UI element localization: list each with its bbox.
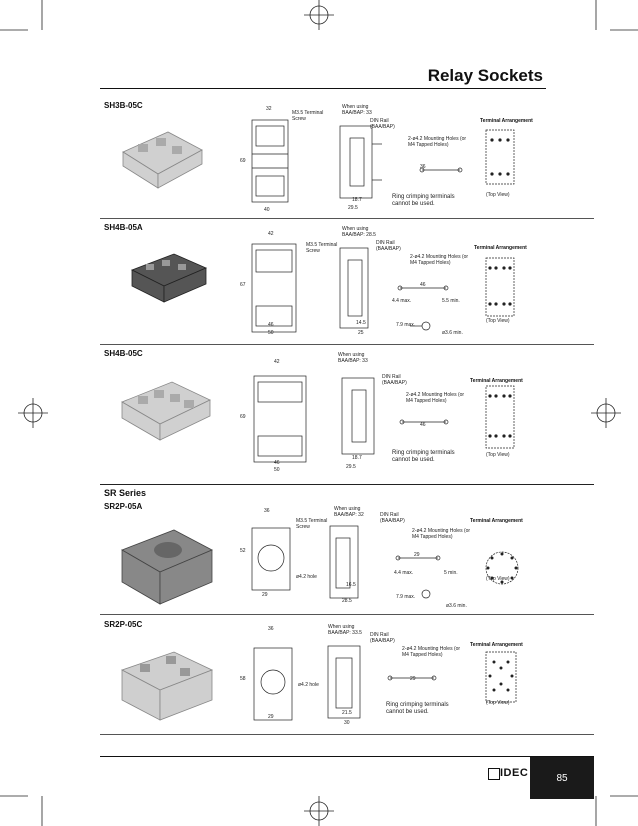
page-number: 85 — [556, 772, 568, 784]
din-rail-label: DIN Rail (BAA/BAP) — [376, 240, 401, 252]
dim-label: 30 — [344, 720, 350, 726]
dim-label: 46 — [420, 422, 426, 428]
dim-label: 21.5 — [342, 710, 352, 716]
top-view-label: (Top View) — [486, 700, 510, 706]
dim-label: 46 — [274, 460, 280, 466]
dim-label: 67 — [240, 282, 246, 288]
hole-label: ø4.2 hole — [298, 682, 319, 688]
model-label: SH3B-05C — [104, 101, 143, 110]
when-using-label: When using BAA/BAP: 28.5 — [342, 226, 376, 238]
dim-label: 18.7 — [352, 455, 362, 461]
when-using-label: When using BAA/BAP: 33.5 — [328, 624, 362, 636]
dim-label: 50 — [268, 330, 274, 336]
socket-photo — [118, 122, 204, 192]
section-divider — [100, 344, 594, 345]
dim-label: 50 — [274, 467, 280, 473]
din-rail-label: DIN Rail (BAA/BAP) — [382, 374, 407, 386]
screw-label: M3.5 Terminal Screw — [292, 110, 324, 122]
dim-label: 36 — [264, 508, 270, 514]
dim-label: 29 — [262, 592, 268, 598]
footer-rule — [100, 756, 594, 757]
terminal-arrangement-heading: Terminal Arrangement — [470, 378, 523, 384]
min-label: ø3.6 min. — [442, 330, 463, 336]
mount-holes-label: 2-ø4.2 Mounting Holes (or M4 Tapped Holes) — [410, 254, 469, 266]
model-label: SR2P-05A — [104, 502, 143, 511]
dim-label: 32 — [266, 106, 272, 112]
model-label: SR2P-05C — [104, 620, 143, 629]
socket-photo — [128, 248, 208, 306]
title-rule — [100, 88, 546, 89]
section-divider — [100, 218, 594, 219]
min-label: 5.5 min. — [442, 298, 460, 304]
max-label: 4.4 max. — [394, 570, 414, 576]
top-view-label: (Top View) — [486, 452, 510, 458]
min-label: 5 min. — [444, 570, 458, 576]
dim-label: 36 — [420, 164, 426, 170]
dim-label: 69 — [240, 158, 246, 164]
mount-holes-label: 2-ø4.2 Mounting Holes (or M4 Tapped Holes) — [402, 646, 461, 658]
idec-logo-icon — [488, 768, 500, 780]
din-rail-label: DIN Rail (BAA/BAP) — [370, 118, 395, 130]
section-divider — [100, 484, 594, 485]
dim-label: 42 — [274, 359, 280, 365]
ring-crimping-note: Ring crimping terminals cannot be used. — [392, 450, 455, 463]
section-divider — [100, 614, 594, 615]
dim-label: 14.5 — [356, 320, 366, 326]
when-using-label: When using BAA/BAP: 33 — [342, 104, 372, 116]
dim-label: 52 — [240, 548, 246, 554]
top-view-label: (Top View) — [486, 576, 510, 582]
ring-crimping-note: Ring crimping terminals cannot be used. — [392, 194, 455, 207]
terminal-arrangement-heading: Terminal Arrangement — [480, 118, 533, 124]
model-label: SH4B-05C — [104, 349, 143, 358]
mount-holes-label: 2-ø4.2 Mounting Holes (or M4 Tapped Holes) — [408, 136, 467, 148]
dim-label: 18.7 — [352, 197, 362, 203]
dim-label: 29.5 — [348, 205, 358, 211]
din-rail-label: DIN Rail (BAA/BAP) — [380, 512, 405, 524]
dim-label: 29.5 — [346, 464, 356, 470]
mount-holes-label: 2-ø4.2 Mounting Holes (or M4 Tapped Holes) — [412, 528, 471, 540]
socket-photo — [118, 520, 214, 608]
dim-label: 40 — [264, 207, 270, 213]
dim-label: 36 — [268, 626, 274, 632]
page-number-box — [530, 757, 594, 799]
socket-photo — [118, 642, 214, 724]
socket-photo — [118, 372, 212, 444]
ring-crimping-note: Ring crimping terminals cannot be used. — [386, 702, 449, 715]
dim-label: 29 — [268, 714, 274, 720]
screw-label: M3.5 Terminal Screw — [296, 518, 328, 530]
when-using-label: When using BAA/BAP: 33 — [338, 352, 368, 364]
max-label: 7.9 max. — [396, 322, 416, 328]
page-title: Relay Sockets — [427, 66, 543, 85]
dim-label: 46 — [420, 282, 426, 288]
min-label: ø3.6 min. — [446, 603, 467, 609]
dim-label: 29 — [410, 676, 416, 682]
dim-label: 28.5 — [342, 598, 352, 604]
dim-label: 42 — [268, 231, 274, 237]
dim-label: 46 — [268, 322, 274, 328]
max-label: 7.9 max. — [396, 594, 416, 600]
dim-label: 29 — [414, 552, 420, 558]
din-rail-label: DIN Rail (BAA/BAP) — [370, 632, 395, 644]
terminal-arrangement-heading: Terminal Arrangement — [470, 642, 523, 648]
model-label: SH4B-05A — [104, 223, 143, 232]
terminal-arrangement-heading: Terminal Arrangement — [474, 245, 527, 251]
hole-label: ø4.2 hole — [296, 574, 317, 580]
dim-label: 16.5 — [346, 582, 356, 588]
dim-label: 25 — [358, 330, 364, 336]
dim-label: 69 — [240, 414, 246, 420]
max-label: 4.4 max. — [392, 298, 412, 304]
terminal-arrangement-heading: Terminal Arrangement — [470, 518, 523, 524]
screw-label: M3.5 Terminal Screw — [306, 242, 338, 254]
section-divider — [100, 734, 594, 735]
when-using-label: When using BAA/BAP: 32 — [334, 506, 364, 518]
series-heading: SR Series — [104, 488, 147, 498]
mount-holes-label: 2-ø4.2 Mounting Holes (or M4 Tapped Holes) — [406, 392, 465, 404]
brand-logo: IDEC — [500, 767, 529, 779]
dim-label: 58 — [240, 676, 246, 682]
top-view-label: (Top View) — [486, 318, 510, 324]
top-view-label: (Top View) — [486, 192, 510, 198]
